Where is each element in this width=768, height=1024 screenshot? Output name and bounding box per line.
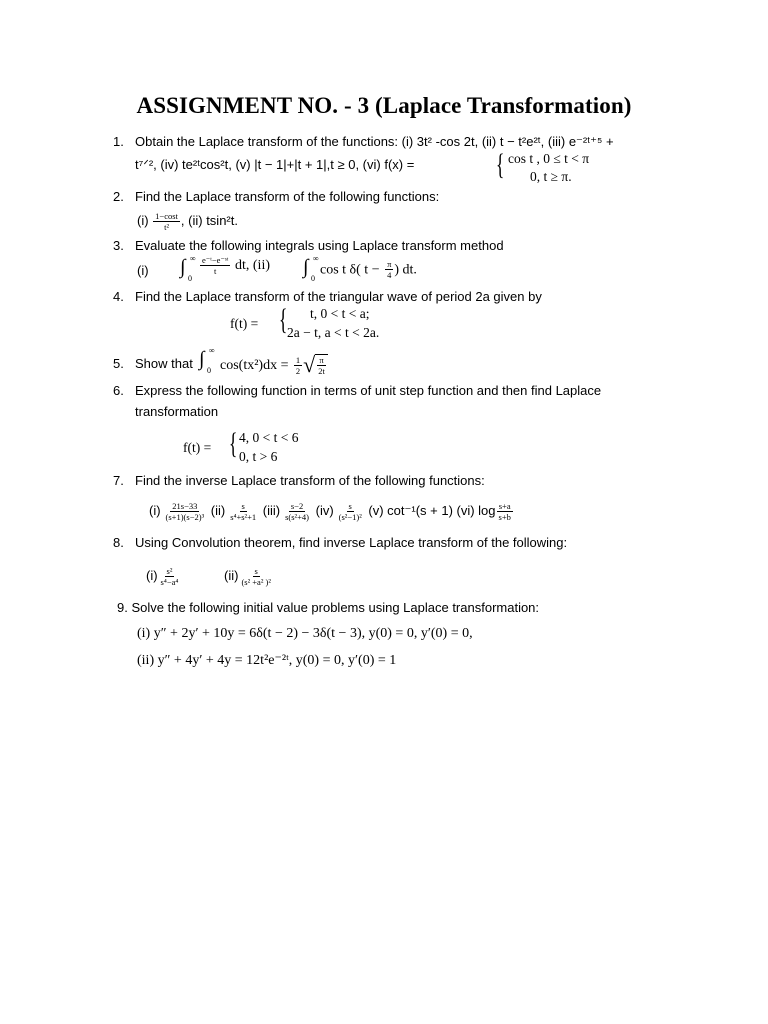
function-lhs: f(t) = — [230, 316, 259, 331]
denominator: 2 — [295, 365, 301, 376]
fraction — [153, 211, 180, 232]
question-1-line-2: t⁷ᐟ², (iv) te²ᵗcos²t, (v) |t − 1|+|t + 1|,t ≥ 0, (vi) f(x) = — [135, 157, 415, 172]
denominator: 4 — [387, 270, 392, 280]
sqrt-sign: √ — [303, 352, 316, 377]
question-1 — [113, 133, 614, 151]
ivp-i: (i) y″ + 2y′ + 10y = 6δ(t − 2) − 3δ(t − 3), y(0) = 0, y′(0) = 0, — [137, 626, 473, 641]
question-number: 8. — [113, 535, 124, 550]
denominator: s+b — [498, 512, 511, 523]
item-label: (i) — [146, 568, 158, 583]
fraction — [316, 355, 327, 376]
fraction — [337, 501, 364, 522]
sqrt-content — [315, 354, 328, 376]
numerator: s−2 — [290, 501, 304, 512]
upper-limit: ∞ — [313, 254, 319, 263]
upper-limit: ∞ — [190, 254, 196, 263]
lower-limit: 0 — [207, 366, 211, 375]
numerator: π — [319, 354, 324, 365]
fraction — [200, 255, 230, 276]
integral-1-body — [199, 255, 270, 276]
function-lhs: f(t) = — [183, 440, 212, 455]
lower-limit: 0 — [311, 274, 315, 283]
lower-limit: 0 — [188, 274, 192, 283]
integral-1 — [180, 254, 196, 283]
question-number: 3. — [113, 238, 124, 253]
question-text: Obtain the Laplace transform of the functions: (i) 3t² -cos 2t, (ii) t − t²e²ᵗ, (iii) e⁻²ᵗ⁺⁵ + — [135, 134, 614, 149]
question-3 — [113, 237, 504, 255]
question-8 — [113, 534, 567, 552]
ivp-ii: (ii) y″ + 4y′ + 4y = 12t²e⁻²ᵗ, y(0) = 0, y′(0) = 1 — [137, 653, 397, 668]
question-number: 6. — [113, 383, 124, 398]
item-label: (iii) — [262, 503, 281, 518]
denominator: t² — [164, 222, 169, 233]
case-2: 0, t ≥ π. — [530, 169, 572, 184]
item-label: (iv) — [315, 503, 334, 518]
denominator: (s² +a² )² — [241, 577, 271, 588]
numerator: s — [348, 501, 352, 512]
integral-end: ) dt. — [394, 262, 417, 278]
integral-rest: dt, (ii) — [235, 257, 270, 273]
integral-text: cos(tx²)dx = — [220, 358, 289, 374]
fraction — [497, 501, 513, 522]
page-title: ASSIGNMENT NO. - 3 (Laplace Transformation) — [136, 93, 632, 118]
half-fraction — [294, 355, 302, 376]
question-9 — [117, 599, 539, 617]
question-6-line-2: transformation — [135, 404, 219, 419]
case-1: t, 0 < t < a; — [310, 306, 370, 321]
numerator: s — [241, 501, 245, 512]
integral-body — [220, 352, 328, 378]
numerator: π — [387, 259, 392, 269]
fraction — [385, 259, 393, 280]
question-text: Evaluate the following integrals using Laplace transform method — [135, 238, 504, 253]
item-label: (i) — [137, 263, 149, 278]
fraction — [159, 566, 181, 587]
fraction — [283, 501, 311, 522]
question-2-items — [137, 209, 238, 233]
fraction — [164, 501, 207, 522]
integral — [199, 346, 215, 375]
brace: { — [228, 427, 238, 460]
question-7-items — [149, 497, 514, 525]
case-2: 0, t > 6 — [239, 449, 278, 464]
denominator: (s²−1)² — [338, 512, 362, 523]
denominator: 2t — [318, 365, 325, 376]
question-number: 9. — [117, 600, 128, 615]
numerator: s² — [166, 566, 173, 577]
denominator: t — [214, 266, 217, 276]
item-label: (ii) — [224, 568, 239, 583]
item-rest: , (ii) tsin²t. — [180, 213, 238, 228]
integral-2-body — [320, 259, 417, 280]
question-8-item-ii — [224, 563, 274, 589]
question-text: Express the following function in terms of unit step function and then find Laplace — [135, 383, 602, 398]
question-number: 4. — [113, 289, 124, 304]
question-number: 5. — [113, 356, 124, 371]
question-2 — [113, 188, 439, 206]
integral-2 — [303, 254, 319, 283]
numerator: s — [254, 566, 258, 577]
denominator: s(s²+4) — [285, 512, 309, 523]
brace: { — [278, 303, 288, 336]
integral-sign: ∫ — [180, 256, 186, 278]
fraction — [239, 566, 272, 587]
case-1: cos t , 0 ≤ t < π — [508, 151, 590, 166]
fraction — [228, 501, 258, 522]
question-number: 7. — [113, 473, 124, 488]
case-1: 4, 0 < t < 6 — [239, 430, 299, 445]
question-number: 1. — [113, 134, 124, 149]
item-v-vi: (v) cot⁻¹(s + 1) (vi) log — [368, 503, 496, 518]
numerator: 21s−33 — [172, 501, 198, 512]
denominator: s⁴+s²+1 — [230, 512, 257, 523]
numerator: 1 — [295, 354, 301, 365]
denominator: (s+1)(s−2)³ — [165, 512, 205, 523]
integral-text: cos t δ( t − — [320, 262, 380, 278]
integral-sign: ∫ — [199, 348, 205, 370]
brace: { — [495, 148, 505, 181]
question-7 — [113, 472, 485, 490]
question-number: 2. — [113, 189, 124, 204]
question-4 — [113, 288, 542, 306]
denominator: s⁴−a⁴ — [160, 577, 179, 588]
question-text: Using Convolution theorem, find inverse Laplace transform of the following: — [135, 535, 568, 550]
upper-limit: ∞ — [209, 346, 215, 355]
question-5 — [113, 355, 193, 373]
item-label: (i) — [137, 213, 149, 228]
numerator: s+a — [498, 501, 511, 512]
case-2: 2a − t, a < t < 2a. — [287, 325, 380, 340]
question-text: Find the Laplace transform of the following functions: — [135, 189, 440, 204]
numerator: 1−cost — [155, 211, 178, 222]
question-text: Find the inverse Laplace transform of the following functions: — [135, 473, 485, 488]
question-8-item-i — [146, 563, 181, 589]
item-label: (ii) — [210, 503, 226, 518]
item-label: (i) — [149, 503, 161, 518]
question-text: Find the Laplace transform of the triangular wave of period 2a given by — [135, 289, 542, 304]
question-6 — [113, 382, 601, 400]
question-text: Solve the following initial value problems using Laplace transformation: — [131, 600, 540, 615]
numerator: e⁻ᵗ−e⁻ˢᵗ — [202, 255, 229, 265]
question-text: Show that — [135, 356, 193, 371]
integral-sign: ∫ — [303, 256, 309, 278]
